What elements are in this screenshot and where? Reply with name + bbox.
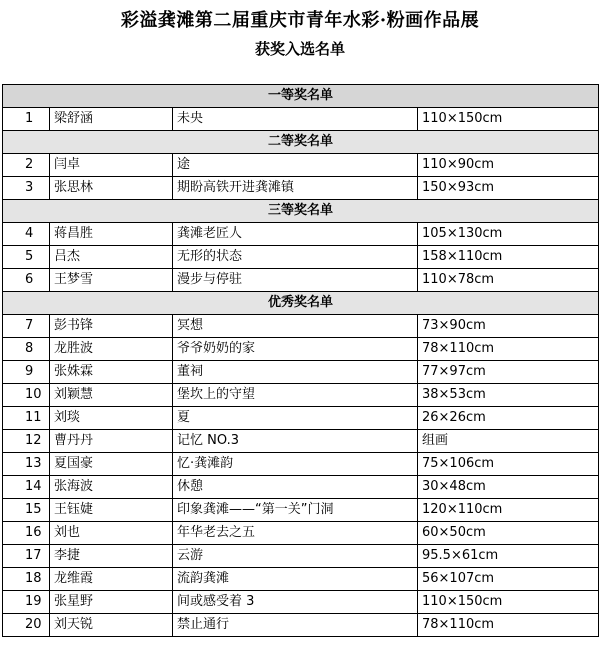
cell-title: 董祠 <box>173 361 418 384</box>
cell-artist: 刘琰 <box>50 407 173 430</box>
cell-number: 3 <box>3 177 50 200</box>
table-row <box>3 545 599 568</box>
cell-number: 11 <box>3 407 50 430</box>
section-header-row <box>3 200 599 223</box>
cell-artist: 梁舒涵 <box>50 108 173 131</box>
table-row <box>3 361 599 384</box>
table-row <box>3 614 599 637</box>
cell-size: 158×110cm <box>418 246 599 269</box>
cell-artist: 王梦雪 <box>50 269 173 292</box>
cell-artist: 王钰婕 <box>50 499 173 522</box>
cell-title: 休憩 <box>173 476 418 499</box>
cell-size: 110×90cm <box>418 154 599 177</box>
cell-size: 组画 <box>418 430 599 453</box>
cell-size: 75×106cm <box>418 453 599 476</box>
cell-title: 夏 <box>173 407 418 430</box>
cell-number: 13 <box>3 453 50 476</box>
cell-size: 26×26cm <box>418 407 599 430</box>
table-row <box>3 269 599 292</box>
document-title: 彩溢龚滩第二届重庆市青年水彩·粉画作品展 <box>120 10 480 31</box>
cell-title: 未央 <box>173 108 418 131</box>
cell-number: 18 <box>3 568 50 591</box>
cell-number: 16 <box>3 522 50 545</box>
table-row <box>3 246 599 269</box>
cell-size: 110×78cm <box>418 269 599 292</box>
cell-size: 30×48cm <box>418 476 599 499</box>
table-row <box>3 591 599 614</box>
section-header-row <box>3 292 599 315</box>
table-row <box>3 223 599 246</box>
cell-number: 6 <box>3 269 50 292</box>
cell-size: 120×110cm <box>418 499 599 522</box>
cell-number: 1 <box>3 108 50 131</box>
cell-artist: 张姝霖 <box>50 361 173 384</box>
table-row <box>3 453 599 476</box>
cell-size: 77×97cm <box>418 361 599 384</box>
cell-title: 记忆 NO.3 <box>173 430 418 453</box>
section-heading: 二等奖名单 <box>3 131 599 154</box>
cell-title: 禁止通行 <box>173 614 418 637</box>
cell-title: 堡坎上的守望 <box>173 384 418 407</box>
cell-size: 95.5×61cm <box>418 545 599 568</box>
cell-artist: 龙维霞 <box>50 568 173 591</box>
cell-size: 110×150cm <box>418 591 599 614</box>
table-row <box>3 338 599 361</box>
cell-title: 龚滩老匠人 <box>173 223 418 246</box>
cell-title: 忆·龚滩韵 <box>173 453 418 476</box>
cell-number: 14 <box>3 476 50 499</box>
cell-size: 150×93cm <box>418 177 599 200</box>
cell-size: 110×150cm <box>418 108 599 131</box>
cell-number: 20 <box>3 614 50 637</box>
cell-artist: 蒋昌胜 <box>50 223 173 246</box>
cell-number: 17 <box>3 545 50 568</box>
award-table-body <box>3 85 599 637</box>
cell-size: 78×110cm <box>418 614 599 637</box>
cell-artist: 李捷 <box>50 545 173 568</box>
cell-title: 云游 <box>173 545 418 568</box>
cell-artist: 曹丹丹 <box>50 430 173 453</box>
cell-artist: 刘颖慧 <box>50 384 173 407</box>
cell-number: 10 <box>3 384 50 407</box>
cell-title: 流韵龚滩 <box>173 568 418 591</box>
section-heading: 优秀奖名单 <box>3 292 599 315</box>
table-row <box>3 430 599 453</box>
cell-size: 73×90cm <box>418 315 599 338</box>
cell-number: 5 <box>3 246 50 269</box>
table-row <box>3 499 599 522</box>
table-row <box>3 177 599 200</box>
cell-title: 漫步与停驻 <box>173 269 418 292</box>
cell-artist: 刘也 <box>50 522 173 545</box>
section-heading: 三等奖名单 <box>3 200 599 223</box>
cell-number: 7 <box>3 315 50 338</box>
document-subtitle: 获奖入选名单 <box>254 40 345 58</box>
cell-title: 途 <box>173 154 418 177</box>
cell-title: 期盼高铁开进龚滩镇 <box>173 177 418 200</box>
cell-number: 2 <box>3 154 50 177</box>
table-row <box>3 407 599 430</box>
cell-title: 间或感受着 3 <box>173 591 418 614</box>
cell-title: 冥想 <box>173 315 418 338</box>
section-header-row <box>3 85 599 108</box>
cell-number: 9 <box>3 361 50 384</box>
cell-size: 60×50cm <box>418 522 599 545</box>
award-table <box>2 84 599 637</box>
table-row <box>3 476 599 499</box>
cell-artist: 夏国豪 <box>50 453 173 476</box>
table-row <box>3 315 599 338</box>
section-header-row <box>3 131 599 154</box>
cell-artist: 龙胜波 <box>50 338 173 361</box>
table-row <box>3 384 599 407</box>
cell-artist: 刘天锐 <box>50 614 173 637</box>
cell-size: 38×53cm <box>418 384 599 407</box>
cell-size: 78×110cm <box>418 338 599 361</box>
cell-artist: 吕杰 <box>50 246 173 269</box>
table-row <box>3 568 599 591</box>
cell-artist: 张星野 <box>50 591 173 614</box>
table-row <box>3 154 599 177</box>
cell-number: 15 <box>3 499 50 522</box>
cell-number: 19 <box>3 591 50 614</box>
cell-number: 12 <box>3 430 50 453</box>
cell-artist: 彭书锋 <box>50 315 173 338</box>
cell-artist: 闫卓 <box>50 154 173 177</box>
section-heading: 一等奖名单 <box>3 85 599 108</box>
cell-number: 8 <box>3 338 50 361</box>
cell-title: 无形的状态 <box>173 246 418 269</box>
cell-size: 56×107cm <box>418 568 599 591</box>
cell-artist: 张思林 <box>50 177 173 200</box>
cell-number: 4 <box>3 223 50 246</box>
table-row <box>3 522 599 545</box>
cell-title: 年华老去之五 <box>173 522 418 545</box>
cell-title: 爷爷奶奶的家 <box>173 338 418 361</box>
cell-artist: 张海波 <box>50 476 173 499</box>
table-row <box>3 108 599 131</box>
cell-size: 105×130cm <box>418 223 599 246</box>
cell-title: 印象龚滩——“第一关”门洞 <box>173 499 418 522</box>
